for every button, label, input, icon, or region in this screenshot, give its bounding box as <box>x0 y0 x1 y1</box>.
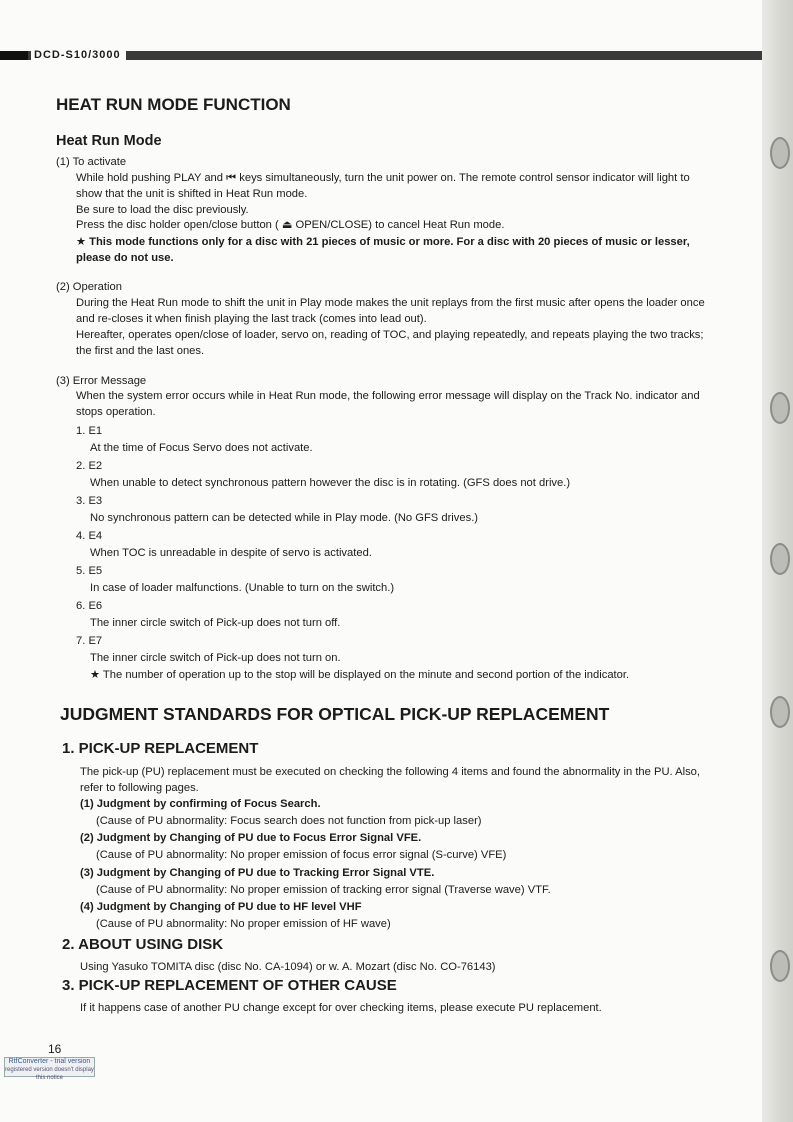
judgment-item-cause: (Cause of PU abnormality: Focus search does not function from pick-up laser) <box>96 815 482 827</box>
error-code: 7. E7 <box>76 635 103 647</box>
other-cause-title: 3. PICK-UP REPLACEMENT OF OTHER CAUSE <box>62 977 397 994</box>
error-desc: At the time of Focus Servo does not activate. <box>90 442 313 454</box>
binder-hole-icon <box>770 543 790 575</box>
error-desc: In case of loader malfunctions. (Unable to turn on the switch.) <box>90 582 395 594</box>
other-cause-line: If it happens case of another PU change except for over checking items, please execute PU replacement. <box>80 1002 602 1014</box>
error-line: stops operation. <box>76 406 156 418</box>
activate-line: Press the disc holder open/close button ( ⏏ OPEN/CLOSE) to cancel Heat Run mode. <box>76 219 505 231</box>
header-rule-block <box>0 51 28 60</box>
judgment-title: JUDGMENT STANDARDS FOR OPTICAL PICK-UP REPLACEMENT <box>60 704 610 724</box>
error-desc: The inner circle switch of Pick-up does not turn on. <box>90 652 341 664</box>
operation-line: During the Heat Run mode to shift the unit in Play mode makes the unit replays from the first music after opens the loader once <box>76 297 705 309</box>
error-code: 5. E5 <box>76 565 103 577</box>
watermark-line: RtfConverter - trial version <box>8 1058 91 1065</box>
activate-label: (1) To activate <box>56 156 127 168</box>
judgment-item-head: (2) Judgment by Changing of PU due to Focus Error Signal VFE. <box>80 832 422 844</box>
binder-hole-icon <box>770 696 790 728</box>
heat-run-subtitle: Heat Run Mode <box>56 133 162 149</box>
error-desc: The inner circle switch of Pick-up does not turn off. <box>90 617 341 629</box>
error-note: ★ The number of operation up to the stop will be displayed on the minute and second portion of the indicator. <box>90 669 630 681</box>
operation-line: the first and the last ones. <box>76 345 205 357</box>
activate-note: please do not use. <box>76 252 174 264</box>
judgment-item-head: (1) Judgment by confirming of Focus Search. <box>80 798 321 810</box>
header-title: DCD-S10/3000 <box>31 49 126 62</box>
error-code: 3. E3 <box>76 495 103 507</box>
judgment-item-cause: (Cause of PU abnormality: No proper emission of HF wave) <box>96 918 391 930</box>
binder-hole-icon <box>770 950 790 982</box>
error-code: 2. E2 <box>76 460 103 472</box>
binder-hole-icon <box>770 137 790 169</box>
error-desc: No synchronous pattern can be detected while in Play mode. (No GFS drives.) <box>90 512 479 524</box>
operation-line: Hereafter, operates open/close of loader, servo on, reading of TOC, and playing repeatedly, and repeats playing the two tracks; <box>76 329 704 341</box>
heat-run-title: HEAT RUN MODE FUNCTION <box>56 95 291 114</box>
about-disk-line: Using Yasuko TOMITA disc (disc No. CA-1094) or w. A. Mozart (disc No. CO-76143) <box>80 961 496 973</box>
judgment-item-cause: (Cause of PU abnormality: No proper emission of tracking error signal (Traverse wave) VTF. <box>96 884 551 896</box>
error-code: 6. E6 <box>76 600 103 612</box>
page-number: 16 <box>48 1042 62 1056</box>
error-desc: When TOC is unreadable in despite of servo is activated. <box>90 547 372 559</box>
about-disk-title: 2. ABOUT USING DISK <box>62 936 224 953</box>
activate-line: Be sure to load the disc previously. <box>76 204 249 216</box>
trial-watermark <box>4 1057 95 1081</box>
operation-label: (2) Operation <box>56 281 122 293</box>
binder-hole-icon <box>770 392 790 424</box>
judgment-item-head: (4) Judgment by Changing of PU due to HF level VHF <box>80 901 362 913</box>
pickup-replacement-title: 1. PICK-UP REPLACEMENT <box>62 740 259 757</box>
error-code: 1. E1 <box>76 425 103 437</box>
error-line: When the system error occurs while in Heat Run mode, the following error message will display on the Track No. indicator and <box>76 390 700 402</box>
watermark-line: registered version doesn't display this notice <box>5 1067 94 1081</box>
error-code: 4. E4 <box>76 530 103 542</box>
activate-note: ★ This mode functions only for a disc with 21 pieces of music or more. For a disc with 20 pieces of music or lesser, <box>76 236 690 248</box>
error-label: (3) Error Message <box>56 375 147 387</box>
judgment-item-head: (3) Judgment by Changing of PU due to Tracking Error Signal VTE. <box>80 867 435 879</box>
operation-line: and re-closes it when finish playing the last track (comes into lead out). <box>76 313 427 325</box>
pickup-line: refer to following pages. <box>80 782 199 794</box>
activate-line: show that the unit is shifted in Heat Run mode. <box>76 188 308 200</box>
pickup-line: The pick-up (PU) replacement must be executed on checking the following 4 items and found the abnormality in the PU. Also, <box>80 766 700 778</box>
activate-line: While hold pushing PLAY and ⏮ keys simultaneously, turn the unit power on. The remote control sensor indicator will light to <box>76 172 690 184</box>
error-desc: When unable to detect synchronous pattern however the disc is in rotating. (GFS does not drive.) <box>90 477 571 489</box>
judgment-item-cause: (Cause of PU abnormality: No proper emission of focus error signal (S-curve) VFE) <box>96 849 507 861</box>
